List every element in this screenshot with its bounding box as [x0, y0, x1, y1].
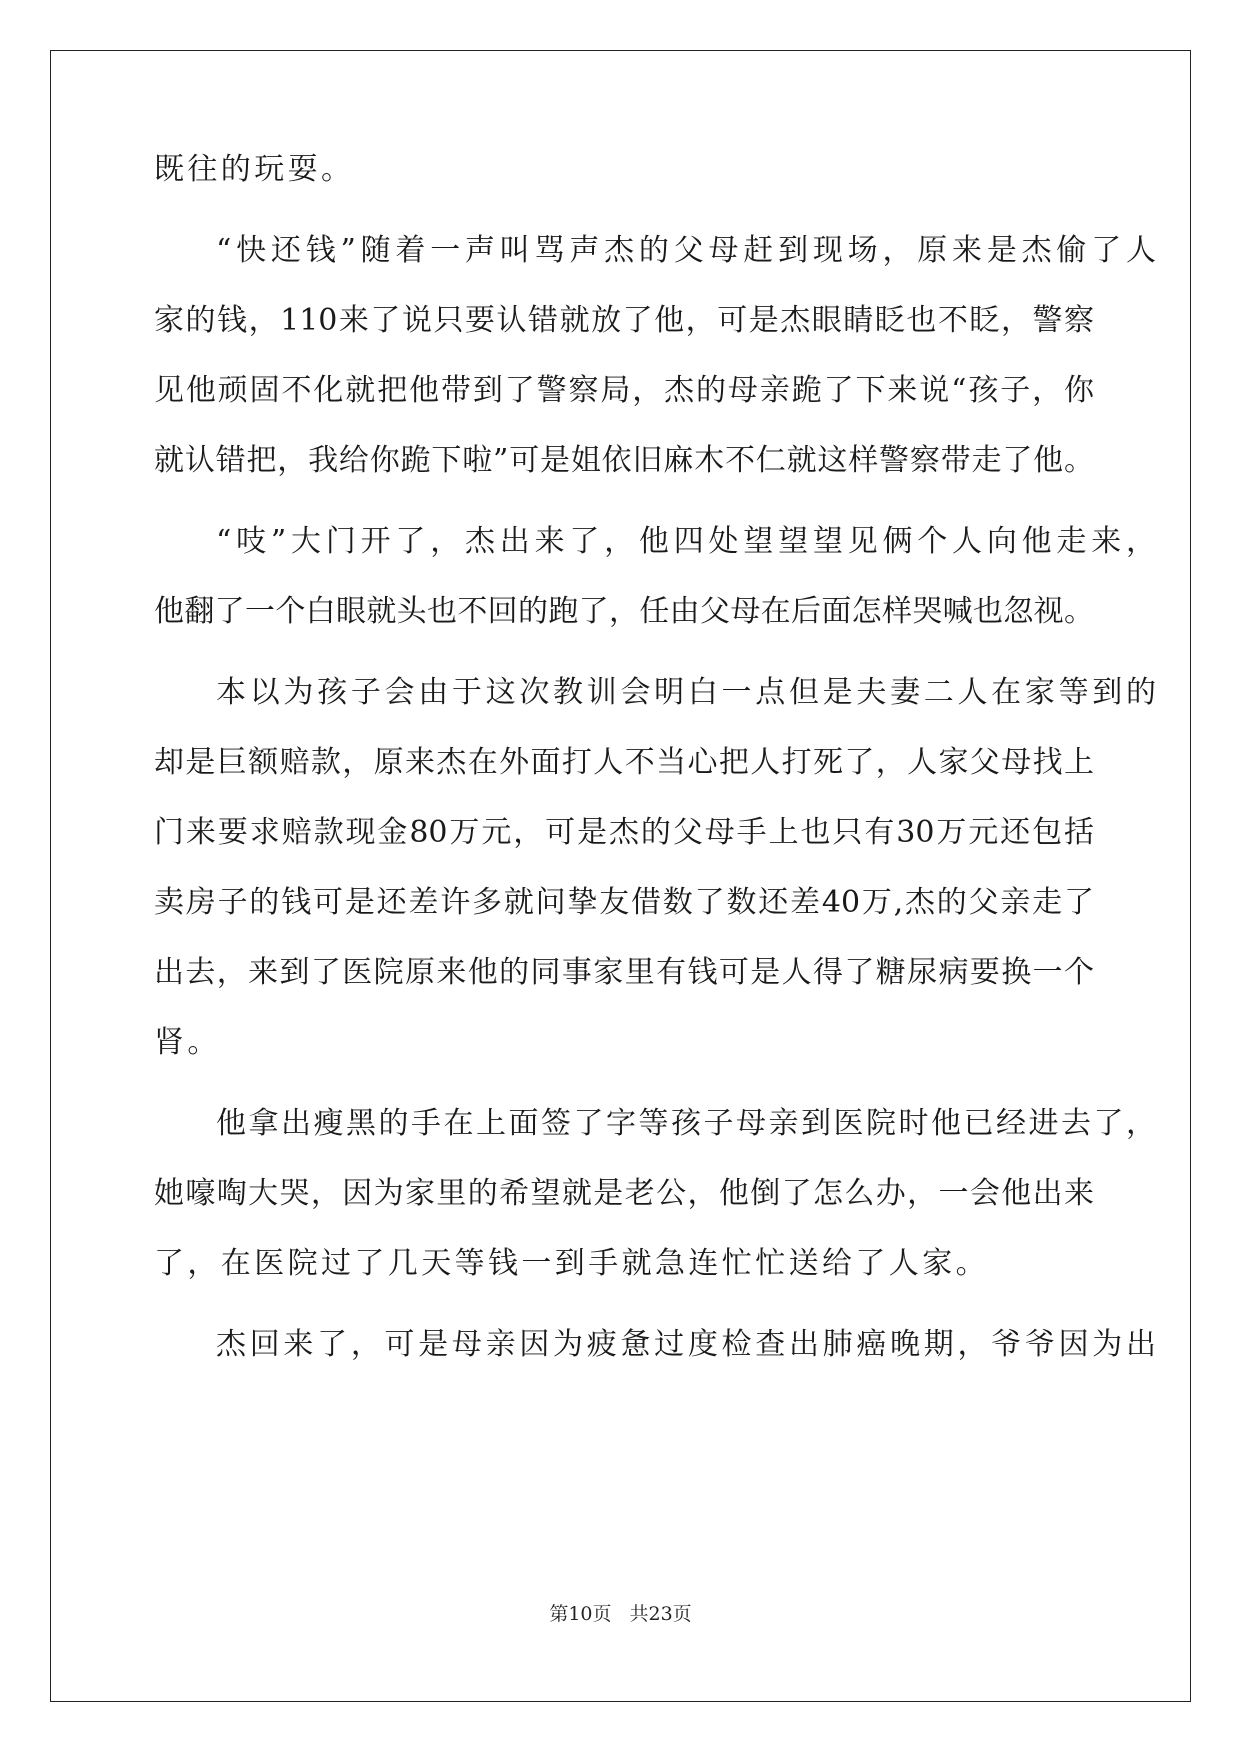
text-line: 卖房子的钱可是还差许多就问挚友借数了数还差40万,杰的父亲走了	[154, 885, 1094, 920]
text-line: 门来要求赔款现金80万元，可是杰的父母手上也只有30万元还包括	[154, 815, 1094, 850]
text-line: 出去，来到了医院原来他的同事家里有钱可是人得了糖尿病要换一个	[154, 955, 1094, 990]
text-line: 却是巨额赔款，原来杰在外面打人不当心把人打死了，人家父母找上	[154, 745, 1094, 780]
text-line: 他翻了一个白眼就头也不回的跑了，任由父母在后面怎样哭喊也忽视。	[154, 594, 1094, 629]
text-line: 见他顽固不化就把他带到了警察局，杰的母亲跪了下来说“孩子，你	[154, 373, 1094, 408]
paragraph-start-line: 杰回来了，可是母亲因为疲惫过度检查出肺癌晚期，爷爷因为出	[216, 1327, 1156, 1362]
text-line: 既往的玩耍。	[154, 152, 355, 187]
paragraph-start-line: “吱”大门开了，杰出来了，他四处望望望见俩个人向他走来，	[216, 524, 1156, 559]
paragraph-start-line: “快还钱”随着一声叫骂声杰的父母赶到现场，原来是杰偷了人	[216, 233, 1156, 268]
text-line: 了，在医院过了几天等钱一到手就急连忙忙送给了人家。	[154, 1246, 989, 1281]
paragraph-start-line: 本以为孩子会由于这次教训会明白一点但是夫妻二人在家等到的	[216, 675, 1156, 710]
text-line: 肾。	[154, 1025, 221, 1060]
text-line: 她嚎啕大哭，因为家里的希望就是老公，他倒了怎么办，一会他出来	[154, 1176, 1094, 1211]
page-number-total: 共23页	[629, 1603, 692, 1625]
page-border	[50, 50, 1191, 1702]
text-line: 家的钱，110来了说只要认错就放了他，可是杰眼睛眨也不眨，警察	[154, 303, 1094, 338]
paragraph-start-line: 他拿出瘦黑的手在上面签了字等孩子母亲到医院时他已经进去了，	[216, 1106, 1156, 1141]
page-footer	[0, 1602, 1241, 1626]
page-number-current: 第10页	[549, 1603, 612, 1625]
text-line: 就认错把，我给你跪下啦”可是姐依旧麻木不仁就这样警察带走了他。	[154, 443, 1094, 478]
